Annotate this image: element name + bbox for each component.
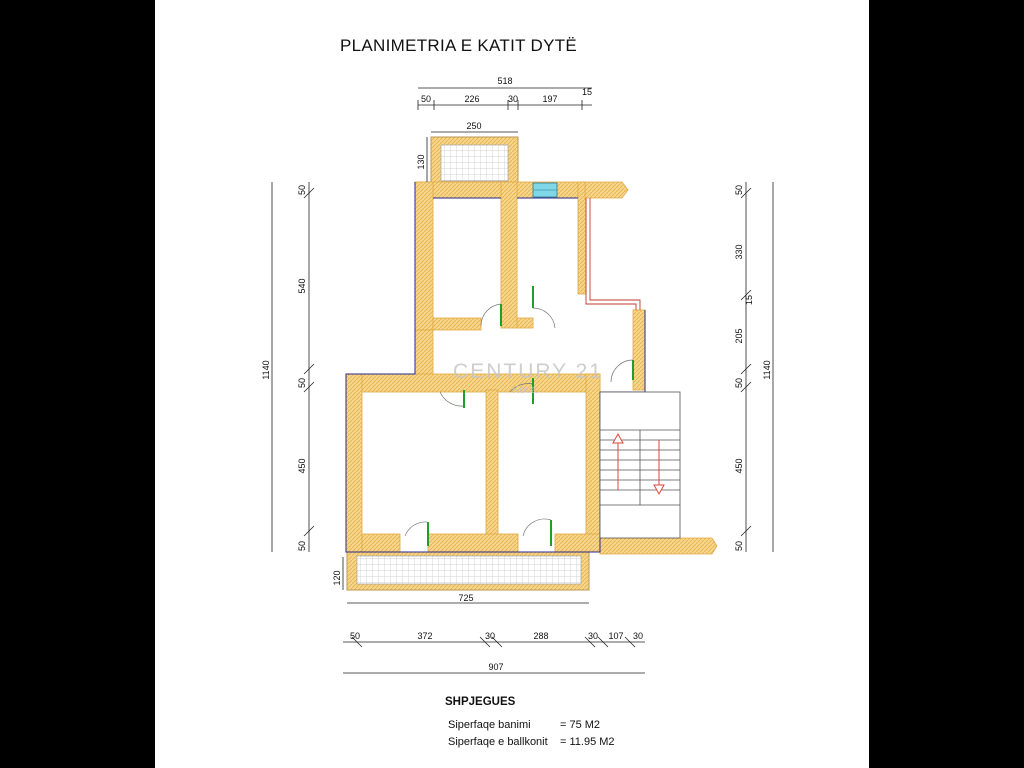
dim-right-part: 50 [734,184,744,196]
dim-top-part: 30 [507,94,519,104]
dim-top-part: 50 [420,94,432,104]
dim-right-part: 50 [734,377,744,389]
dim-balcony-top-width: 250 [466,121,482,131]
legend-title: SHPJEGUES [445,696,516,708]
dim-bottom-part: 107 [608,631,624,641]
legend-label: Siperfaqe banimi [448,719,531,731]
dim-balcony-top-depth: 130 [416,154,426,170]
balcony-bottom [347,552,589,590]
balcony-top [431,137,518,183]
partition-lines [586,198,640,310]
dim-bottom-part: 372 [417,631,433,641]
legend-value: = 11.95 M2 [560,736,615,748]
dim-left-total: 1140 [261,360,271,380]
watermark-sub: Kova [512,384,538,396]
dim-top-part: 15 [581,87,593,97]
dim-top-part: 197 [542,94,558,104]
dim-right-part: 205 [734,328,744,344]
dim-bottom-part: 30 [587,631,599,641]
dim-balcony-bottom-width: 725 [458,593,474,603]
dim-left-part: 450 [297,458,307,474]
page-title: PLANIMETRIA E KATIT DYTË [340,36,578,55]
dim-right-part: 330 [734,244,744,260]
dim-bottom-part: 30 [632,631,644,641]
legend-row-balcony-area [448,736,615,748]
dim-left-part: 50 [297,540,307,552]
dim-bottom-total: 907 [488,662,504,672]
dim-right-part: 450 [734,458,744,474]
dim-balcony-bottom-depth: 120 [332,570,342,586]
dim-top-part: 226 [464,94,480,104]
dim-bottom-part: 288 [533,631,549,641]
legend-label: Siperfaqe e ballkonit [448,736,548,748]
staircase [600,392,680,538]
dim-bottom-part: 30 [484,631,496,641]
dim-right-total: 1140 [762,360,772,380]
dim-right-part: 15 [744,294,754,306]
dim-bottom-part: 50 [349,631,361,641]
dim-top-total: 518 [497,76,513,86]
watermark-logo: CENTURY 21 [453,360,603,383]
legend-value: = 75 M2 [560,719,601,731]
dim-left-part: 50 [297,377,307,389]
legend-row-living-area [448,719,600,731]
dim-right-part: 50 [734,540,744,552]
dim-left-part: 50 [297,184,307,196]
dim-left-part: 540 [297,278,307,294]
